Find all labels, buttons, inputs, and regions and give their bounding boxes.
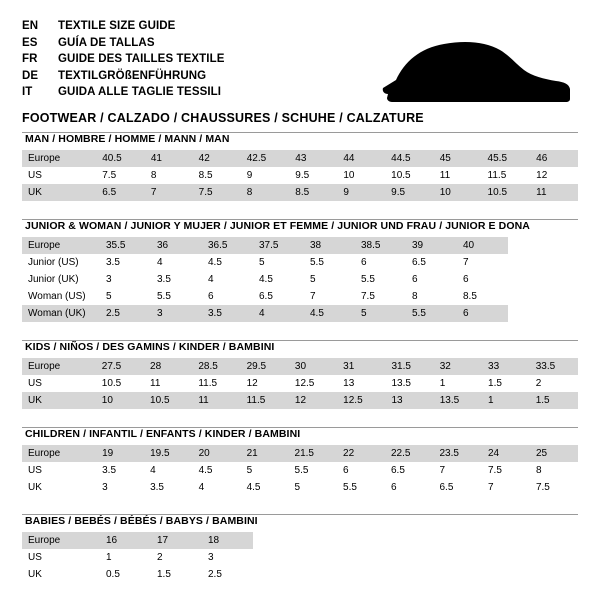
size-cell: 37.5 bbox=[253, 237, 304, 254]
row-label: US bbox=[28, 552, 42, 563]
size-cell: 5 bbox=[106, 291, 112, 302]
row-label: UK bbox=[28, 569, 42, 580]
size-section bbox=[22, 132, 578, 201]
size-cell: 4 bbox=[208, 274, 214, 285]
size-cell: 3.5 bbox=[102, 465, 117, 476]
size-cell: 19.5 bbox=[144, 445, 193, 462]
size-table bbox=[22, 150, 578, 201]
size-cell: 6 bbox=[391, 482, 397, 493]
section-title: JUNIOR & WOMAN / JUNIOR Y MUJER / JUNIOR ET FEMME / JUNIOR UND FRAU / JUNIOR E DONA bbox=[25, 220, 530, 232]
size-cell: 8.5 bbox=[198, 170, 213, 181]
row-label: Europe bbox=[22, 150, 96, 167]
size-cell: 6.5 bbox=[96, 184, 145, 201]
size-cell: 6 bbox=[463, 274, 469, 285]
size-cell: 5.5 bbox=[343, 482, 357, 493]
size-cell: 21.5 bbox=[289, 445, 338, 462]
size-cell: 6 bbox=[343, 465, 349, 476]
size-cell: 44.5 bbox=[385, 150, 434, 167]
size-cell: 5 bbox=[246, 465, 253, 476]
language-row bbox=[22, 18, 578, 35]
row-label: US bbox=[28, 170, 42, 181]
language-title: TEXTILGRÖßENFÜHRUNG bbox=[58, 69, 207, 82]
language-code: IT bbox=[22, 86, 33, 98]
size-cell: 7 bbox=[439, 465, 446, 476]
size-cell: 1 bbox=[482, 392, 530, 409]
size-cell: 21 bbox=[241, 445, 289, 462]
size-cell: 13 bbox=[385, 392, 433, 409]
size-cell: 38.5 bbox=[355, 237, 406, 254]
size-section bbox=[22, 219, 578, 322]
table-row bbox=[22, 237, 508, 254]
size-cell: 6 bbox=[412, 274, 418, 285]
size-cell: 27.5 bbox=[96, 358, 144, 375]
size-cell: 4.5 bbox=[246, 482, 261, 493]
size-cell: 45 bbox=[434, 150, 482, 167]
size-cell: 23.5 bbox=[434, 445, 483, 462]
size-cell: 11 bbox=[192, 392, 240, 409]
section-title: CHILDREN / INFANTIL / ENFANTS / KINDER / BAMBINI bbox=[25, 428, 301, 440]
language-title: GUIDE DES TAILLES TEXTILE bbox=[58, 53, 225, 65]
size-cell: 7 bbox=[463, 257, 469, 268]
size-cell: 5 bbox=[259, 257, 265, 268]
size-cell: 28 bbox=[144, 358, 192, 375]
size-cell: 7 bbox=[488, 482, 494, 493]
size-cell: 10.5 bbox=[482, 184, 531, 201]
size-cell: 3.5 bbox=[202, 305, 253, 322]
size-cell: 12.5 bbox=[294, 378, 315, 389]
row-label: Junior (US) bbox=[28, 257, 79, 268]
table-row bbox=[22, 184, 578, 201]
size-cell: 32 bbox=[434, 358, 482, 375]
size-cell: 5 bbox=[294, 482, 301, 493]
size-table bbox=[22, 358, 578, 409]
size-table bbox=[22, 237, 508, 322]
table-row bbox=[22, 462, 578, 479]
size-cell: 17 bbox=[151, 532, 202, 549]
size-cell: 33.5 bbox=[530, 358, 578, 375]
table-row bbox=[22, 167, 578, 184]
size-cell: 8 bbox=[535, 465, 542, 476]
row-label: UK bbox=[22, 392, 96, 409]
size-cell: 11.5 bbox=[198, 378, 218, 389]
size-cell: 4 bbox=[253, 305, 304, 322]
table-row bbox=[22, 445, 578, 462]
size-cell: 28.5 bbox=[192, 358, 240, 375]
size-cell: 11 bbox=[530, 184, 578, 201]
table-row bbox=[22, 305, 508, 322]
size-cell: 30 bbox=[289, 358, 337, 375]
page-header bbox=[22, 18, 578, 125]
size-cell: 2 bbox=[535, 378, 542, 389]
section-title: BABIES / BEBÉS / BÉBÉS / BABYS / BAMBINI bbox=[25, 515, 258, 527]
section-title: KIDS / NIÑOS / DES GAMINS / KINDER / BAMBINI bbox=[25, 341, 275, 353]
size-cell: 10 bbox=[96, 392, 144, 409]
table-row bbox=[22, 566, 253, 583]
row-label: Junior (UK) bbox=[28, 274, 79, 285]
dress-shoe-icon bbox=[382, 36, 572, 108]
size-cell: 0.5 bbox=[106, 569, 120, 580]
size-cell: 41 bbox=[145, 150, 193, 167]
size-cell: 5.5 bbox=[294, 465, 309, 476]
size-cell: 42 bbox=[193, 150, 241, 167]
size-sections bbox=[22, 132, 578, 583]
table-row bbox=[22, 358, 578, 375]
table-row bbox=[22, 288, 508, 305]
size-cell: 11 bbox=[150, 378, 161, 389]
size-cell: 7.5 bbox=[361, 291, 375, 302]
size-cell: 4 bbox=[198, 482, 205, 493]
size-cell: 16 bbox=[100, 532, 151, 549]
size-cell: 4.5 bbox=[208, 257, 222, 268]
language-code: FR bbox=[22, 53, 38, 65]
size-cell: 5 bbox=[310, 274, 316, 285]
row-label: Woman (UK) bbox=[22, 305, 100, 322]
size-cell: 5.5 bbox=[310, 257, 324, 268]
language-code: DE bbox=[22, 69, 39, 82]
table-row bbox=[22, 254, 508, 271]
size-cell: 9.5 bbox=[295, 170, 310, 181]
size-cell: 10.5 bbox=[391, 170, 411, 181]
size-cell: 12 bbox=[289, 392, 337, 409]
section-title: MAN / HOMBRE / HOMME / MANN / MAN bbox=[25, 133, 230, 145]
size-cell: 3.5 bbox=[106, 257, 120, 268]
size-cell: 36.5 bbox=[202, 237, 253, 254]
size-cell: 9 bbox=[246, 170, 253, 181]
table-row bbox=[22, 479, 578, 496]
size-cell: 4 bbox=[157, 257, 163, 268]
size-cell: 3 bbox=[106, 274, 112, 285]
table-row bbox=[22, 271, 508, 288]
size-cell: 24 bbox=[482, 445, 530, 462]
size-cell: 33 bbox=[482, 358, 530, 375]
size-cell: 7.5 bbox=[193, 184, 241, 201]
size-cell: 2.5 bbox=[208, 569, 222, 580]
row-label: UK bbox=[28, 482, 42, 493]
row-label: Europe bbox=[22, 237, 100, 254]
size-cell: 1 bbox=[106, 552, 112, 563]
size-cell: 6.5 bbox=[439, 482, 454, 493]
table-row bbox=[22, 150, 578, 167]
size-cell: 38 bbox=[304, 237, 355, 254]
size-cell: 8.5 bbox=[463, 291, 477, 302]
size-cell: 10.5 bbox=[144, 392, 192, 409]
size-cell: 3.5 bbox=[157, 274, 171, 285]
size-cell: 43 bbox=[289, 150, 337, 167]
size-cell: 10 bbox=[434, 184, 482, 201]
size-cell: 10.5 bbox=[101, 378, 122, 389]
size-cell: 6 bbox=[208, 291, 214, 302]
size-cell: 13 bbox=[343, 378, 355, 389]
size-section bbox=[22, 427, 578, 496]
size-cell: 39 bbox=[406, 237, 457, 254]
size-cell: 25 bbox=[530, 445, 578, 462]
size-cell: 8 bbox=[150, 170, 157, 181]
size-cell: 5.5 bbox=[406, 305, 457, 322]
size-cell: 4.5 bbox=[198, 465, 213, 476]
size-cell: 1 bbox=[439, 378, 446, 389]
size-cell: 6 bbox=[361, 257, 367, 268]
size-cell: 3 bbox=[151, 305, 202, 322]
size-cell: 31.5 bbox=[385, 358, 433, 375]
size-cell: 12 bbox=[536, 170, 548, 181]
size-cell: 40 bbox=[457, 237, 508, 254]
size-cell: 4.5 bbox=[304, 305, 355, 322]
size-cell: 6 bbox=[457, 305, 508, 322]
size-cell: 8.5 bbox=[289, 184, 337, 201]
size-cell: 35.5 bbox=[100, 237, 151, 254]
size-cell: 4 bbox=[150, 465, 156, 476]
size-cell: 13.5 bbox=[391, 378, 411, 389]
size-cell: 10 bbox=[343, 170, 355, 181]
size-cell: 19 bbox=[96, 445, 144, 462]
size-cell: 22 bbox=[337, 445, 385, 462]
size-cell: 5.5 bbox=[157, 291, 171, 302]
size-cell: 7.5 bbox=[102, 170, 117, 181]
size-cell: 8 bbox=[412, 291, 418, 302]
size-cell: 9 bbox=[337, 184, 385, 201]
size-cell: 1.5 bbox=[157, 569, 171, 580]
size-cell: 11.5 bbox=[241, 392, 289, 409]
size-cell: 6.5 bbox=[412, 257, 426, 268]
size-table bbox=[22, 445, 578, 496]
size-cell: 18 bbox=[202, 532, 253, 549]
row-label: UK bbox=[22, 184, 96, 201]
table-row bbox=[22, 375, 578, 392]
size-section bbox=[22, 340, 578, 409]
size-cell: 5.5 bbox=[361, 274, 375, 285]
size-cell: 12 bbox=[246, 378, 258, 389]
size-cell: 1.5 bbox=[488, 378, 502, 389]
row-label: Europe bbox=[22, 358, 96, 375]
size-cell: 2.5 bbox=[100, 305, 151, 322]
language-title: GUIDA ALLE TAGLIE TESSILI bbox=[58, 86, 222, 98]
size-cell: 22.5 bbox=[385, 445, 434, 462]
size-cell: 13.5 bbox=[434, 392, 482, 409]
language-code: EN bbox=[22, 20, 39, 32]
size-cell: 9.5 bbox=[385, 184, 434, 201]
size-cell: 36 bbox=[151, 237, 202, 254]
size-cell: 11 bbox=[439, 170, 451, 181]
size-cell: 3 bbox=[102, 482, 108, 493]
size-cell: 11.5 bbox=[487, 170, 507, 181]
size-section bbox=[22, 514, 578, 583]
size-cell: 7.5 bbox=[535, 482, 550, 493]
size-cell: 4.5 bbox=[259, 274, 273, 285]
footwear-title: FOOTWEAR / CALZADO / CHAUSSURES / SCHUHE / CALZATURE bbox=[22, 110, 424, 125]
row-label: US bbox=[28, 465, 42, 476]
language-title: GUÍA DE TALLAS bbox=[58, 36, 155, 49]
size-cell: 45.5 bbox=[482, 150, 531, 167]
size-cell: 40.5 bbox=[96, 150, 145, 167]
size-cell: 44 bbox=[337, 150, 385, 167]
row-label: Woman (US) bbox=[28, 291, 86, 302]
size-cell: 46 bbox=[530, 150, 578, 167]
size-cell: 2 bbox=[157, 552, 163, 563]
language-code: ES bbox=[22, 36, 38, 49]
size-table bbox=[22, 532, 253, 583]
size-cell: 1.5 bbox=[530, 392, 578, 409]
row-label: Europe bbox=[22, 532, 100, 549]
size-cell: 6.5 bbox=[259, 291, 273, 302]
table-row bbox=[22, 392, 578, 409]
size-cell: 42.5 bbox=[241, 150, 290, 167]
size-cell: 12.5 bbox=[337, 392, 385, 409]
size-cell: 3 bbox=[208, 552, 214, 563]
size-cell: 5 bbox=[355, 305, 406, 322]
row-label: Europe bbox=[22, 445, 96, 462]
size-cell: 31 bbox=[337, 358, 385, 375]
size-cell: 7.5 bbox=[488, 465, 502, 476]
size-cell: 6.5 bbox=[391, 465, 405, 476]
size-cell: 7 bbox=[310, 291, 316, 302]
table-row bbox=[22, 549, 253, 566]
size-cell: 3.5 bbox=[150, 482, 164, 493]
size-cell: 20 bbox=[193, 445, 241, 462]
size-cell: 29.5 bbox=[241, 358, 289, 375]
row-label: US bbox=[28, 378, 42, 389]
language-title: TEXTILE SIZE GUIDE bbox=[58, 20, 176, 32]
table-row bbox=[22, 532, 253, 549]
size-cell: 7 bbox=[145, 184, 193, 201]
size-cell: 8 bbox=[241, 184, 290, 201]
